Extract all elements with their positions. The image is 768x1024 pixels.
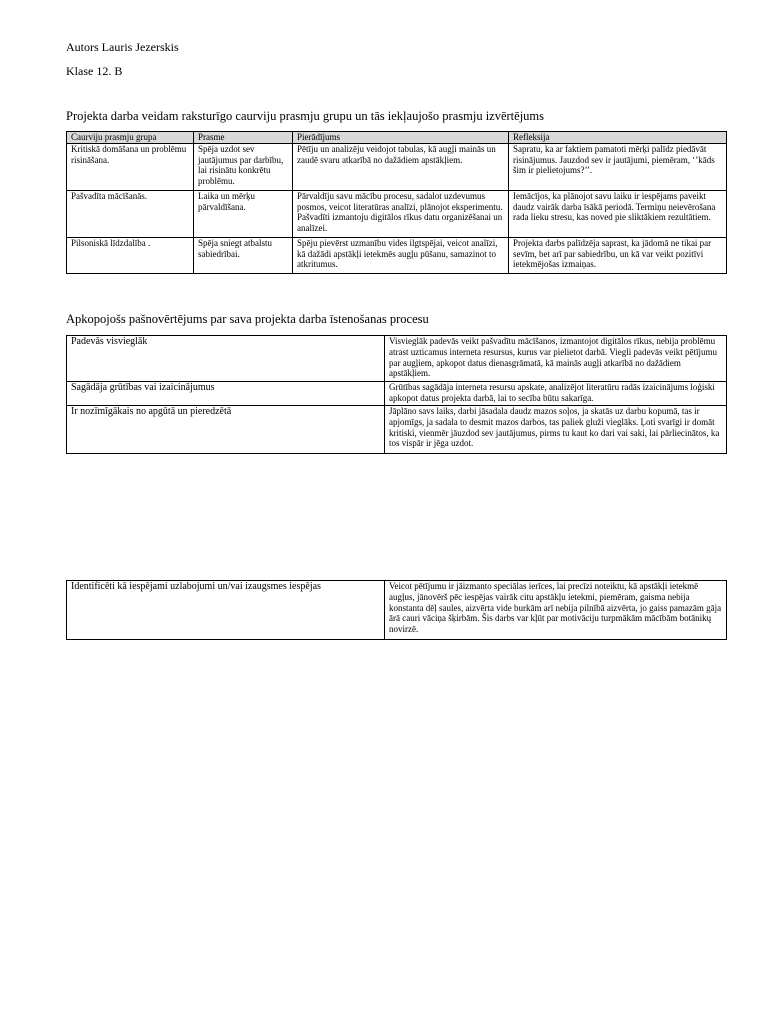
improvement-text: Veicot pētījumu ir jāizmanto speciālas ierīces, lai precīzi noteiktu, kā apstākļi ietekmē augļus, jānovērš pēc iespējas vairāk citu apstākļu ietekmi, piemēram, gaisma nebija konstanta dēļ saules, aizvērta vide burkām arī nebija pilnībā aizvērta, jo gaiss pamazām gāja ārā cauri vāciņa šķirbām. Šis darbs var kļūt par motivāciju turpmākām mācībām botānikų novirzē.	[385, 581, 727, 640]
reflection-cell: Iemācījos, ka plānojot savu laiku ir iespējams paveikt daudz vairāk darba īsākā periodā. Termiņu neievērošana rada lieku stresu, kas noved pie sliktākiem rezultātiem.	[509, 191, 727, 238]
header-evidence: Pierādījums	[293, 132, 509, 144]
reflection-cell: Projekta darbs palīdzēja saprast, ka jādomā ne tikai par sevīm, bet arī par sabiedrību, un kā var veikt pozitīvi ietekmējošas izmaiņas.	[509, 238, 727, 274]
table-row	[67, 581, 727, 640]
self-section-title: Apkopojošs pašnovērtējums par sava projekta darba īstenošanas procesu	[66, 312, 429, 326]
evidence-cell: Pētīju un analizēju veidojot tabulas, kā augļi mainās un zaudē svaru atkarībā no dažādiem apstākļiem.	[293, 144, 509, 191]
evidence-cell: Spēju pievērst uzmanību vides ilgtspējai, veicot analīzi, kā dažādi apstākļi ietekmēs augļu pūšanu, samazinot to atkritumus.	[293, 238, 509, 274]
skills-table	[66, 131, 727, 274]
self-assessment-label: Ir nozīmīgākais no apgūtā un pieredzētā	[67, 406, 385, 454]
table-row	[67, 382, 727, 406]
self-assessment-text: Grūtības sagādāja interneta resursu apskate, analizējot literatūru radās izaicinājums loģiski apkopot datus projekta darbā, lai to secība būtu sakarīga.	[385, 382, 727, 406]
reflection-cell: Sapratu, ka ar faktiem pamatoti mērķi palīdz piedāvāt risinājumus. Jauzdod sev ir jautājumi, piemēram, ‘’kāds šim ir pielietojums?’’.	[509, 144, 727, 191]
self-assessment-table	[66, 335, 727, 454]
table-row	[67, 336, 727, 382]
self-assessment-label: Sagādāja grūtības vai izaicinājumus	[67, 382, 385, 406]
table-row	[67, 144, 727, 191]
header-reflection: Refleksija	[509, 132, 727, 144]
header-skill-group: Caurviju prasmju grupa	[67, 132, 194, 144]
class-line: Klase 12. B	[66, 64, 123, 78]
skills-table-header-row	[67, 132, 727, 144]
evidence-cell: Pārvaldīju savu mācību procesu, sadalot uzdevumus posmos, veicot literatūras analīzi, plānojot eksperimentu. Pašvadīti izmantoju digitālos rīkus datu organizēšanai un analīzei.	[293, 191, 509, 238]
improvement-label: Identificēti kā iespējami uzlabojumi un/vai izaugsmes iespējas	[67, 581, 385, 640]
header-skill: Prasme	[194, 132, 293, 144]
skill-cell: Spēja sniegt atbalstu sabiedrībai.	[194, 238, 293, 274]
skill-group-cell: Pašvadīta mācīšanās.	[67, 191, 194, 238]
author-line: Autors Lauris Jezerskis	[66, 40, 179, 54]
self-assessment-label: Padevās visvieglāk	[67, 336, 385, 382]
improvement-table	[66, 580, 727, 640]
table-row	[67, 406, 727, 454]
table-row	[67, 238, 727, 274]
skill-group-cell: Pilsoniskā līdzdalība .	[67, 238, 194, 274]
skill-cell: Spēja uzdot sev jautājumus par darbību, lai risinātu konkrētu problēmu.	[194, 144, 293, 191]
skill-group-cell: Kritiskā domāšana un problēmu risināšana.	[67, 144, 194, 191]
skills-section-title: Projekta darba veidam raksturīgo caurviju prasmju grupu un tās iekļaujošo prasmju izvērtējums	[66, 109, 545, 123]
table-row	[67, 191, 727, 238]
self-assessment-text: Visvieglāk padevās veikt pašvadītu mācīšanos, izmantojot digitālos rīkus, nebija problēmu atrast uzticamus interneta resursus, kurus var pielietot darbā. Viegli padevās veikt pētījumu par augļiem, apkopot datus dienasgrāmatā, kā mainās augļi atkarībā no dažādiem apstākļiem.	[385, 336, 727, 382]
self-assessment-text: Jāplāno savs laiks, darbi jāsadala daudz mazos soļos, ja skatās uz darbu kopumā, tas ir apjomīgs, ja sadala to desmit mazos darbos, tas paliek gluži vieglāks. Ļoti svarīgi ir domāt kritiski, vienmēr jāuzdod sev jautājumus, pirms tu kaut ko dari vai saki, lai pārliecinātos, ka tos vispār ir jēga uzdot.	[385, 406, 727, 454]
skill-cell: Laika un mērķu pārvaldīšana.	[194, 191, 293, 238]
